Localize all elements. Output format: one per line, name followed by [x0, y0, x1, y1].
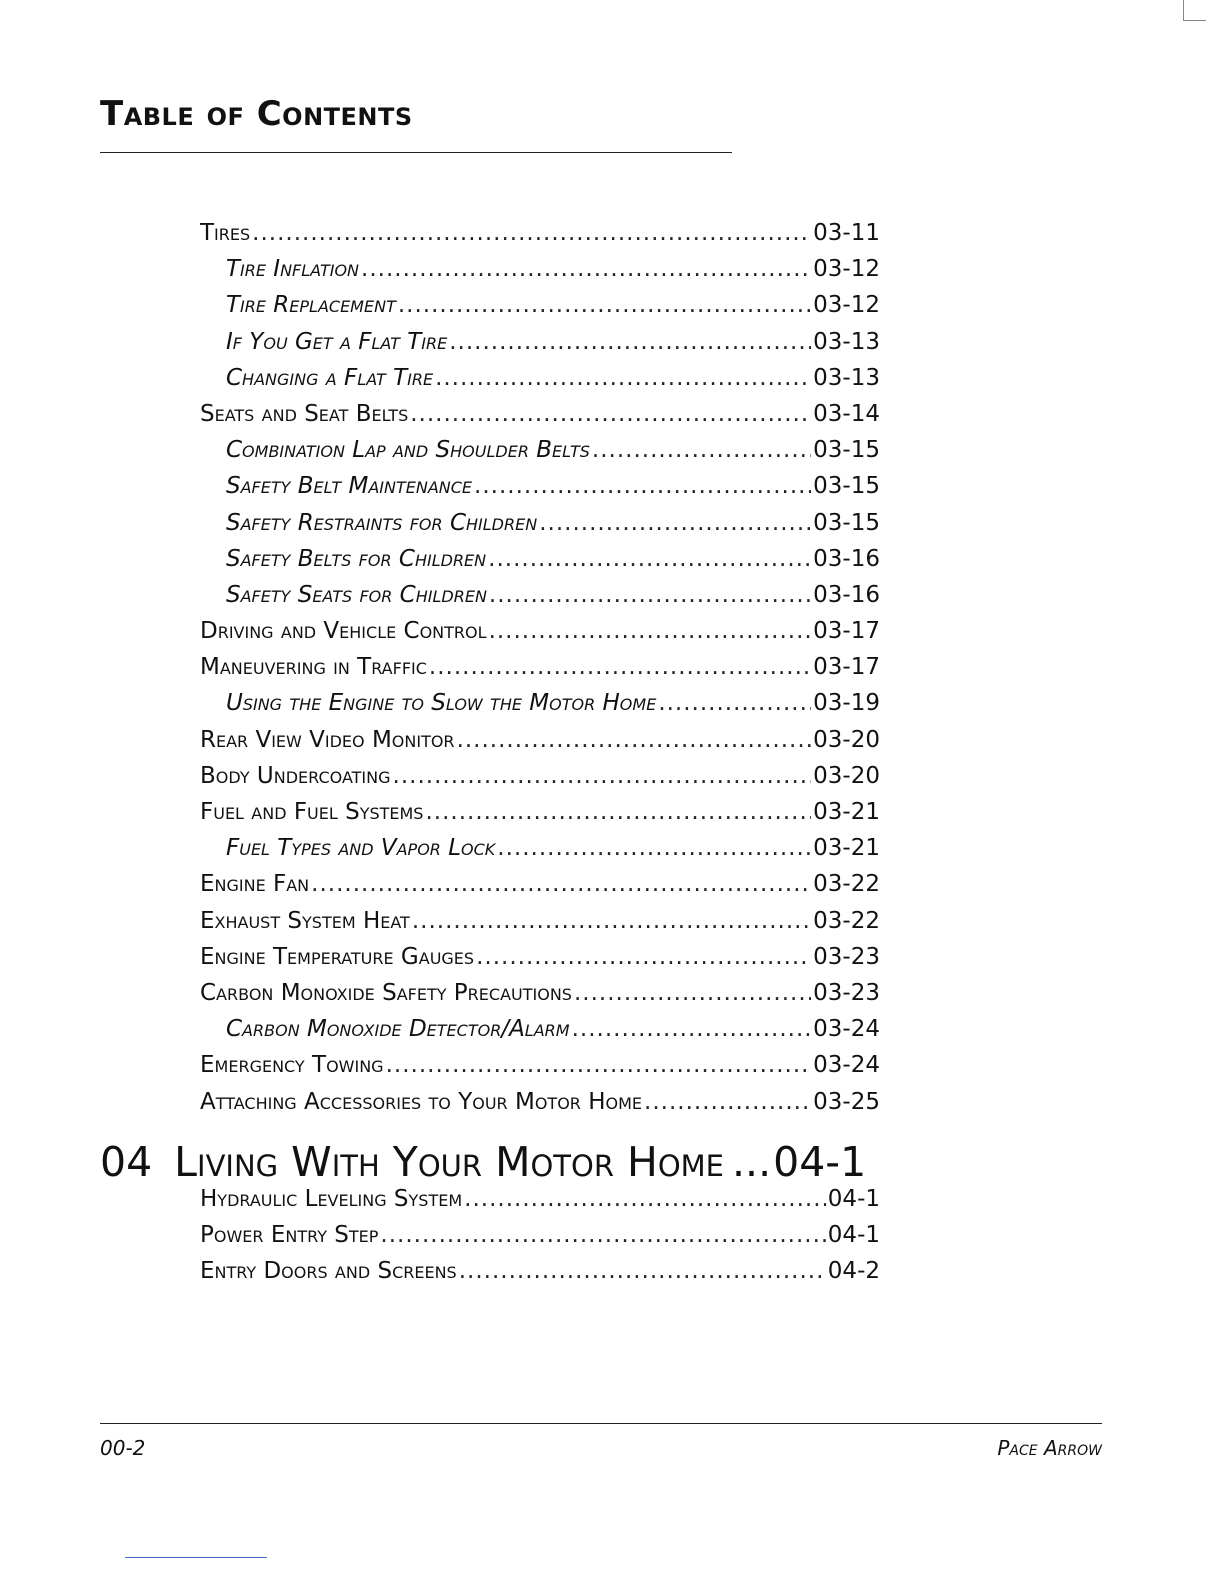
- toc-entry-title: Attaching Accessories to Your Motor Home: [200, 1088, 643, 1115]
- toc-entry-page: 04-2: [827, 1258, 880, 1285]
- toc-entry-page: 03-13: [813, 328, 880, 355]
- toc-dot-leader: [572, 1016, 812, 1042]
- toc-entry-page: 03-12: [813, 292, 880, 319]
- toc-entry[interactable]: [200, 1052, 880, 1088]
- toc-entry[interactable]: [200, 1222, 880, 1258]
- toc-dot-leader: [476, 944, 811, 970]
- toc-entry-page: 03-13: [813, 364, 880, 391]
- toc-entry-page: 03-25: [813, 1088, 880, 1115]
- toc-entry[interactable]: [200, 1016, 880, 1052]
- chapter-number: 04: [100, 1138, 153, 1186]
- toc-dot-leader: [489, 582, 811, 608]
- toc-entry[interactable]: [200, 546, 880, 582]
- toc-entry[interactable]: [200, 763, 880, 799]
- toc-entry-title: Tire Replacement: [226, 292, 396, 319]
- toc-dot-leader: [457, 727, 812, 753]
- toc-dot-leader: [488, 546, 811, 572]
- toc-dot-leader: [393, 763, 812, 789]
- toc-dot-leader: [429, 654, 811, 680]
- toc-entry-title: Power Entry Step: [200, 1222, 379, 1249]
- toc-entry-title: Body Undercoating: [200, 762, 391, 789]
- toc-dot-leader: [464, 1186, 826, 1212]
- toc-entry-title: Fuel Types and Vapor Lock: [226, 835, 496, 862]
- toc-dot-leader: [449, 329, 811, 355]
- toc-entry-page: 03-16: [813, 545, 880, 572]
- chapter-page: 04-1: [773, 1138, 867, 1186]
- scan-edge-line: [125, 1557, 267, 1558]
- toc-dot-leader: [435, 365, 811, 391]
- toc-dot-leader: [658, 690, 811, 716]
- footer-page-number: 00-2: [100, 1436, 146, 1460]
- title-divider: [100, 152, 732, 153]
- toc-entry-page: 03-23: [813, 943, 880, 970]
- toc-entry-title: Seats and Seat Belts: [200, 400, 409, 427]
- toc-entry-title: Carbon Monoxide Safety Precautions: [200, 979, 572, 1006]
- toc-entry[interactable]: [200, 799, 880, 835]
- toc-entry[interactable]: [200, 437, 880, 473]
- toc-entry[interactable]: [200, 1258, 880, 1294]
- toc-entry[interactable]: [200, 944, 880, 980]
- chapter-heading[interactable]: [100, 1138, 880, 1186]
- toc-entry-page: 03-15: [813, 473, 880, 500]
- toc-entry-title: Rear View Video Monitor: [200, 726, 455, 753]
- footer-product-name: Pace Arrow: [997, 1436, 1102, 1460]
- chapter-title: Living With Your Motor Home: [174, 1138, 725, 1186]
- toc-dot-leader: [425, 799, 811, 825]
- toc-dot-leader: [459, 1258, 826, 1284]
- toc-entry-page: 04-1: [827, 1222, 880, 1249]
- toc-entry-title: Carbon Monoxide Detector/Alarm: [226, 1016, 570, 1043]
- toc-entry-title: Safety Seats for Children: [226, 581, 487, 608]
- toc-entry-title: Tire Inflation: [226, 256, 360, 283]
- toc-dot-leader: [574, 980, 811, 1006]
- toc-entry[interactable]: [200, 401, 880, 437]
- toc-entry-page: 03-17: [813, 654, 880, 681]
- toc-entry-title: Engine Temperature Gauges: [200, 943, 475, 970]
- toc-entry-page: 03-17: [813, 618, 880, 645]
- toc-entry-page: 03-24: [813, 1016, 880, 1043]
- chapter-leader: ...: [732, 1138, 772, 1186]
- toc-dot-leader: [412, 908, 811, 934]
- toc-entry-page: 03-11: [813, 220, 880, 246]
- toc-entry-title: Safety Belt Maintenance: [226, 473, 473, 500]
- toc-entry-page: 03-24: [813, 1052, 880, 1079]
- toc-entry-title: Changing a Flat Tire: [226, 364, 434, 391]
- toc-entry-title: Emergency Towing: [200, 1052, 384, 1079]
- toc-entry[interactable]: [200, 908, 880, 944]
- toc-entry-page: 03-22: [813, 907, 880, 934]
- toc-entry-page: 03-22: [813, 871, 880, 898]
- toc-entry[interactable]: [200, 690, 880, 726]
- toc-entry[interactable]: [200, 292, 880, 328]
- toc-entry[interactable]: [200, 871, 880, 907]
- scan-corner-mark: [1183, 0, 1206, 21]
- toc-entry-page: 03-21: [813, 799, 880, 825]
- toc-entry-page: 03-16: [813, 581, 880, 608]
- toc-dot-leader: [386, 1052, 812, 1078]
- footer-divider: [100, 1423, 1102, 1424]
- toc-entry[interactable]: [200, 510, 880, 546]
- toc-dot-leader: [311, 871, 811, 897]
- toc-dot-leader: [489, 618, 812, 644]
- toc-dot-leader: [252, 220, 811, 246]
- toc-dot-leader: [497, 835, 811, 861]
- toc-entry[interactable]: [200, 835, 880, 871]
- toc-entry[interactable]: [200, 256, 880, 292]
- toc-entry-title: Driving and Vehicle Control: [200, 618, 487, 645]
- toc-entry[interactable]: [200, 365, 880, 401]
- toc-entry-title: Entry Doors and Screens: [200, 1258, 457, 1285]
- toc-entry-page: 03-15: [813, 509, 880, 536]
- toc-entry-page: 03-23: [813, 979, 880, 1006]
- toc-entry[interactable]: [200, 980, 880, 1016]
- toc-entry-title: Maneuvering in Traffic: [200, 654, 427, 681]
- toc-entry[interactable]: [200, 1089, 880, 1125]
- toc-entry[interactable]: [200, 220, 880, 256]
- toc-dot-leader: [644, 1089, 811, 1115]
- toc-entry-page: 04-1: [827, 1186, 880, 1212]
- toc-entry-title: Exhaust System Heat: [200, 907, 410, 934]
- toc-dot-leader: [539, 510, 811, 536]
- toc-entry-page: 03-14: [813, 400, 880, 427]
- toc-entry-page: 03-20: [813, 762, 880, 789]
- page-title: Table of Contents: [100, 94, 413, 134]
- toc-entry[interactable]: [200, 473, 880, 509]
- toc-dot-leader: [361, 256, 811, 282]
- toc-entry-title: Fuel and Fuel Systems: [200, 799, 424, 825]
- toc-entry-title: Tires: [200, 220, 251, 246]
- toc-entry[interactable]: [200, 329, 880, 365]
- toc-dot-leader: [398, 292, 811, 318]
- toc-entry-page: 03-15: [813, 437, 880, 464]
- toc-entry[interactable]: [200, 582, 880, 618]
- toc-entry-title: Engine Fan: [200, 871, 310, 898]
- toc-entry-title: Safety Restraints for Children: [226, 509, 538, 536]
- toc-entry-page: 03-12: [813, 256, 880, 283]
- toc-entry-title: If You Get a Flat Tire: [226, 328, 448, 355]
- toc-entry-page: 03-21: [813, 835, 880, 862]
- toc-entry[interactable]: [200, 618, 880, 654]
- toc-list: [200, 220, 880, 1125]
- toc-dot-leader: [410, 401, 811, 427]
- toc-dot-leader: [380, 1222, 825, 1248]
- toc-dot-leader: [474, 473, 811, 499]
- toc-entry-title: Combination Lap and Shoulder Belts: [226, 437, 590, 464]
- toc-entry-title: Hydraulic Leveling System: [200, 1186, 463, 1212]
- toc-dot-leader: [592, 437, 811, 463]
- toc-entry-page: 03-20: [813, 726, 880, 753]
- toc-entry-title: Safety Belts for Children: [226, 545, 487, 572]
- chapter-toc-list: [200, 1186, 880, 1295]
- toc-entry[interactable]: [200, 727, 880, 763]
- toc-entry-page: 03-19: [813, 690, 880, 717]
- toc-entry[interactable]: [200, 654, 880, 690]
- toc-entry[interactable]: [200, 1186, 880, 1222]
- toc-entry-title: Using the Engine to Slow the Motor Home: [226, 690, 657, 717]
